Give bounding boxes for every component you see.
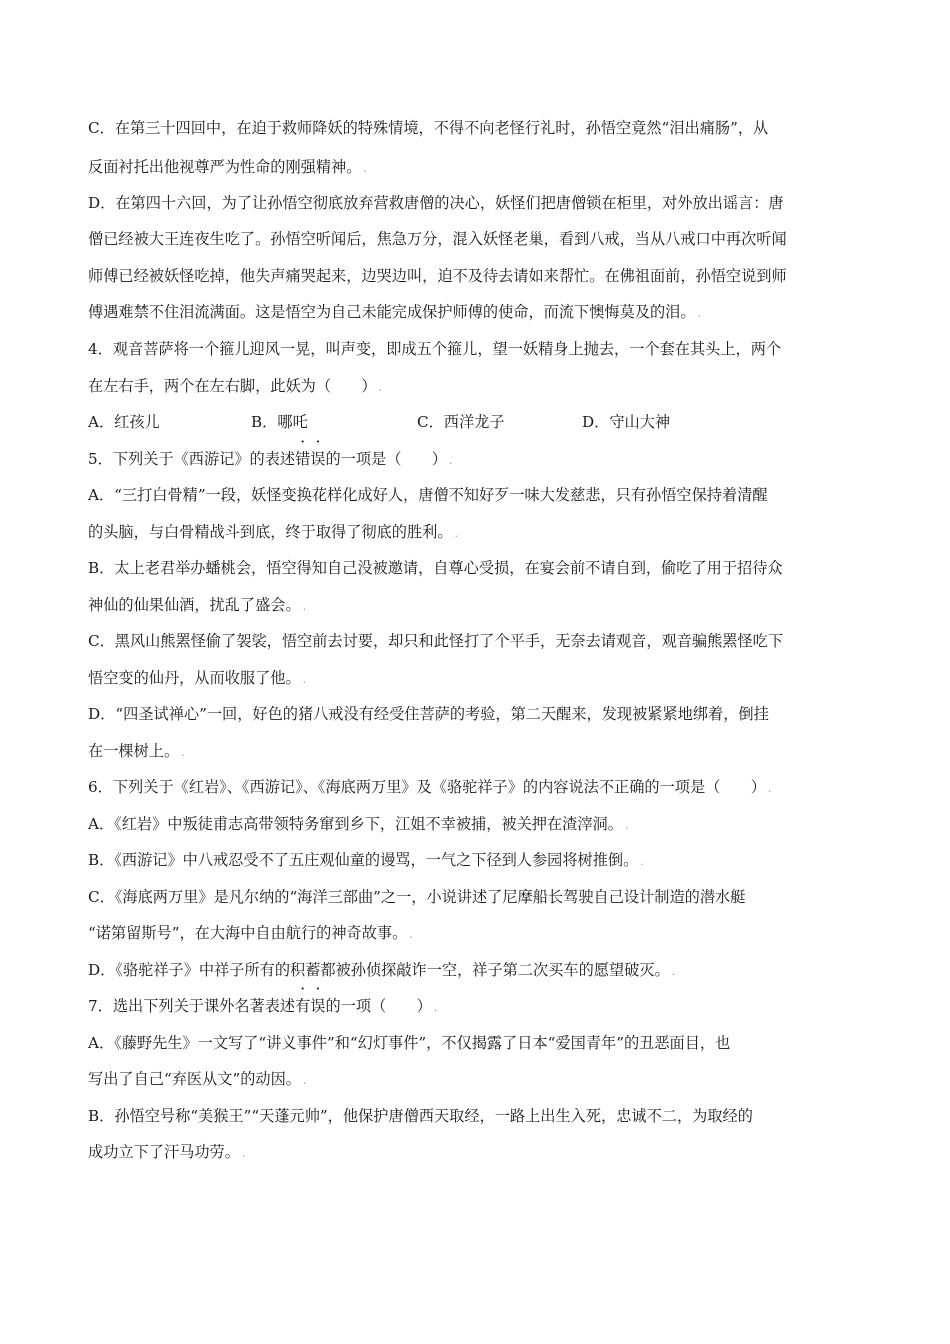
q4-stem-line2: 在左右手，两个在左右脚，此妖为（ ） . — [88, 377, 383, 395]
q6-option-c-line2: “诺第留斯号”，在大海中自由航行的神奇故事。 . — [88, 924, 413, 942]
q7-stem: 7．选出下列关于课外名著表述有误的一项（ ） . — [88, 997, 438, 1015]
q7-option-a-line2: 写出了自己“弃医从文”的动因。 . — [88, 1070, 307, 1088]
q5-option-d-line1: D．“四圣试禅心”一回，好色的猪八戒没有经受住菩萨的考验，第二天醒来，发现被紧紧地绑着，倒挂 — [88, 705, 769, 723]
emphasis-dot-char: 误 — [310, 450, 326, 468]
q6-option-d: D．《骆驼祥子》中祥子所有的积蓄都被孙侦探敲诈一空，祥子第二次买车的愿望破灭。 . — [88, 961, 676, 979]
q6-option-b: B．《西游记》中八戒忍受不了五庄观仙童的谩骂，一气之下径到人参园将树推倒。 . — [88, 851, 644, 869]
q5-option-c-line1: C．黑风山熊罴怪偷了袈裟，悟空前去讨要，却只和此怪打了个平手，无奈去请观音，观音骗熊罴怪吃下 — [88, 632, 784, 650]
q4-option-a: A．红孩儿 — [88, 413, 160, 431]
q3-option-d-line4: 傅遇难禁不住泪流满面。这是悟空为自己未能完成保护师傅的使命，而流下懊悔莫及的泪。 . — [88, 303, 701, 321]
q4-stem-line1: 4．观音菩萨将一个箍儿迎风一晃，叫声变，即成五个箍儿，望一妖精身上抛去，一个套在其头上，两个 — [88, 340, 782, 358]
q5-stem: 5．下列关于《西游记》的表述错误的一项是（ ） . — [88, 450, 453, 468]
q5-option-b-line2: 神仙的仙果仙酒，扰乱了盛会。 . — [88, 596, 307, 614]
q3-option-d-line1: D．在第四十六回，为了让孙悟空彻底放弃营救唐僧的决心，妖怪们把唐僧锁在柜里，对外放出谣言：唐 — [88, 194, 784, 212]
q4-options — [88, 412, 848, 432]
emphasis-dot-char: 错 — [295, 450, 311, 468]
q5-option-d-line2: 在一棵树上。 . — [88, 742, 185, 760]
q6-option-c-line1: C．《海底两万里》是凡尔纳的“海洋三部曲”之一，小说讲述了尼摩船长驾驶自己设计制造的潜水艇 — [88, 888, 746, 906]
q3-option-c-line2: 反面衬托出他视尊严为性命的刚强精神。 . — [88, 158, 367, 176]
emphasis-dot-char: 误 — [310, 997, 326, 1015]
q7-option-b-line2: 成功立下了汗马功劳。 . — [88, 1143, 246, 1161]
q3-option-c-line1: C．在第三十四回中，在迫于救师降妖的特殊情境，不得不向老怪行礼时，孙悟空竟然“泪出痛肠”，从 — [88, 119, 769, 137]
emphasis-dot-char: 有 — [295, 997, 311, 1015]
q5-option-a-line1: A．“三打白骨精”一段，妖怪变换花样化成好人，唐僧不知好歹一味大发慈悲，只有孙悟空保持着清醒 — [88, 486, 768, 504]
q3-option-d-line2: 僧已经被大王连夜生吃了。孙悟空听闻后，焦急万分，混入妖怪老巢，看到八戒，当从八戒口中再次听闻 — [88, 230, 787, 248]
q3-option-d-line3: 师傅已经被妖怪吃掉，他失声痛哭起来，边哭边叫，迫不及待去请如来帮忙。在佛祖面前，孙悟空说到师 — [88, 267, 787, 285]
q5-option-b-line1: B．太上老君举办蟠桃会，悟空得知自己没被邀请，自尊心受损，在宴会前不请自到，偷吃了用于招待众 — [88, 559, 783, 577]
q4-option-c: C．西洋龙子 — [417, 413, 505, 431]
q6-option-a: A．《红岩》中叛徒甫志高带领特务窜到乡下，江姐不幸被捕，被关押在渣滓洞。 . — [88, 815, 629, 833]
q5-option-c-line2: 悟空变的仙丹，从而收服了他。 . — [88, 669, 307, 687]
q7-option-a-line1: A．《藤野先生》一文写了“讲义事件”和“幻灯事件”，不仅揭露了日本“爱国青年”的丑恶面目，也 — [88, 1034, 731, 1052]
q6-stem: 6．下列关于《红岩》、《西游记》、《海底两万里》及《骆驼祥子》的内容说法不正确的一项是（ ） . — [88, 778, 772, 796]
q4-option-b: B．哪吒 — [251, 413, 308, 431]
q5-option-a-line2: 的头脑，与白骨精战斗到底，终于取得了彻底的胜利。 . — [88, 523, 458, 541]
q7-option-b-line1: B．孙悟空号称“美猴王”“天蓬元帅”，他保护唐僧西天取经，一路上出生入死，忠诚不二，为取经的 — [88, 1107, 753, 1125]
q4-option-d: D．守山大神 — [582, 413, 671, 431]
